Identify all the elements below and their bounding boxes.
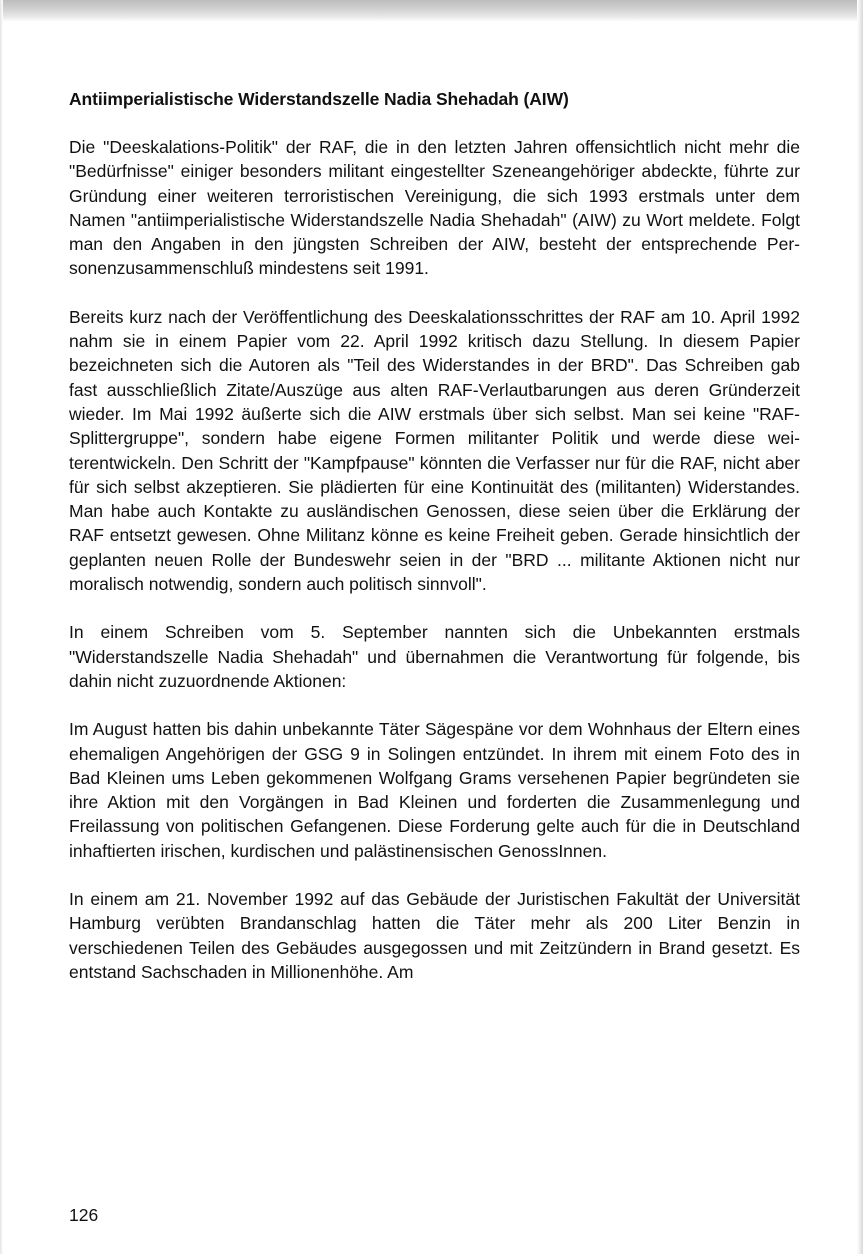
page-content	[69, 87, 800, 1008]
section-heading: Antiimperialistische Widerstandszelle Nadia Shehadah (AIW)	[69, 89, 569, 109]
scan-edge-top	[0, 0, 863, 22]
paragraph-4: Im August hatten bis dahin unbekannte Täter Sägespäne vor dem Wohnhaus der Eltern eines ehemaligen Angehörigen der GSG 9 in Solingen entzündet. In ihrem mit einem Foto des in Bad Kleinen ums Leben gekommenen Wolfgang Grams versehenen Papier begründeten sie ihre Aktion mit den Vorgängen in Bad Kleinen und forderten die Zusammenlegung und Freilassung von politischen Gefangenen. Diese Forderung gelte auch für die in Deutschland inhaftierten irischen, kurdischen und palästinensischen GenossInnen.	[69, 719, 800, 861]
paragraph-2: Bereits kurz nach der Veröffentlichung des Deeskalationsschrittes der RAF am 10. April 1992 nahm sie in einem Papier vom 22. April 1992 kritisch dazu Stellung. In diesem Papier bezeichneten sich die Autoren als "Teil des Widerstandes in der BRD". Das Schreiben gab fast ausschließlich Zitate/Auszüge aus alten RAF-Verlautbarungen aus deren Gründerzeit wieder. Im Mai 1992 äußerte sich die AIW erstmals über sich selbst. Man sei keine "RAF-Splittergruppe", sondern habe eigene Formen militanter Politik und werde diese weiterentwickeln. Den Schritt der "Kampfpause" könnten die Verfasser nur für die RAF, nicht aber für sich selbst akzeptieren. Sie plädierten für eine Kontinuität des (militanten) Widerstandes. Man habe auch Kontakte zu ausländischen Genossen, diese seien über die Erklärung der RAF entsetzt gewesen. Ohne Militanz könne es keine Freiheit geben. Gerade hinsichtlich der geplanten neuen Rolle der Bundeswehr seien in der "BRD ... militante Aktionen nicht nur moralisch notwendig, sondern auch politisch sinnvoll".	[69, 306, 800, 595]
scan-edge-right	[857, 0, 863, 1254]
page-number: 126	[69, 1205, 99, 1225]
scan-edge-left	[0, 0, 3, 1254]
paragraph-3: In einem Schreiben vom 5. September nannten sich die Unbekannten erstmals "Widerstandszelle Nadia Shehadah" und übernahmen die Verantwortung für folgende, bis dahin nicht zuzuordnende Aktionen:	[69, 622, 800, 691]
paragraph-1: Die "Deeskalations-Politik" der RAF, die in den letzten Jahren offensichtlich nicht mehr die "Bedürfnisse" einiger besonders militant eingestellter Szeneangehöriger abdeckte, führte zur Gründung einer weiteren terroristischen Vereinigung, die sich 1993 erstmals unter dem Namen "antiimperialistische Widerstandszelle Nadia Shehadah" (AIW) zu Wort meldete. Folgt man den Angaben in den jüngsten Schreiben der AIW, besteht der entsprechende Personenzusammenschluß mindestens seit 1991.	[69, 137, 800, 279]
paragraph-5: In einem am 21. November 1992 auf das Gebäude der Juristischen Fakultät der Universität Hamburg verübten Brandanschlag hatten die Täter mehr als 200 Liter Benzin in verschiedenen Teilen des Gebäudes ausgegossen und mit Zeitzündern in Brand gesetzt. Es entstand Sachschaden in Millionenhöhe. Am	[69, 889, 800, 982]
